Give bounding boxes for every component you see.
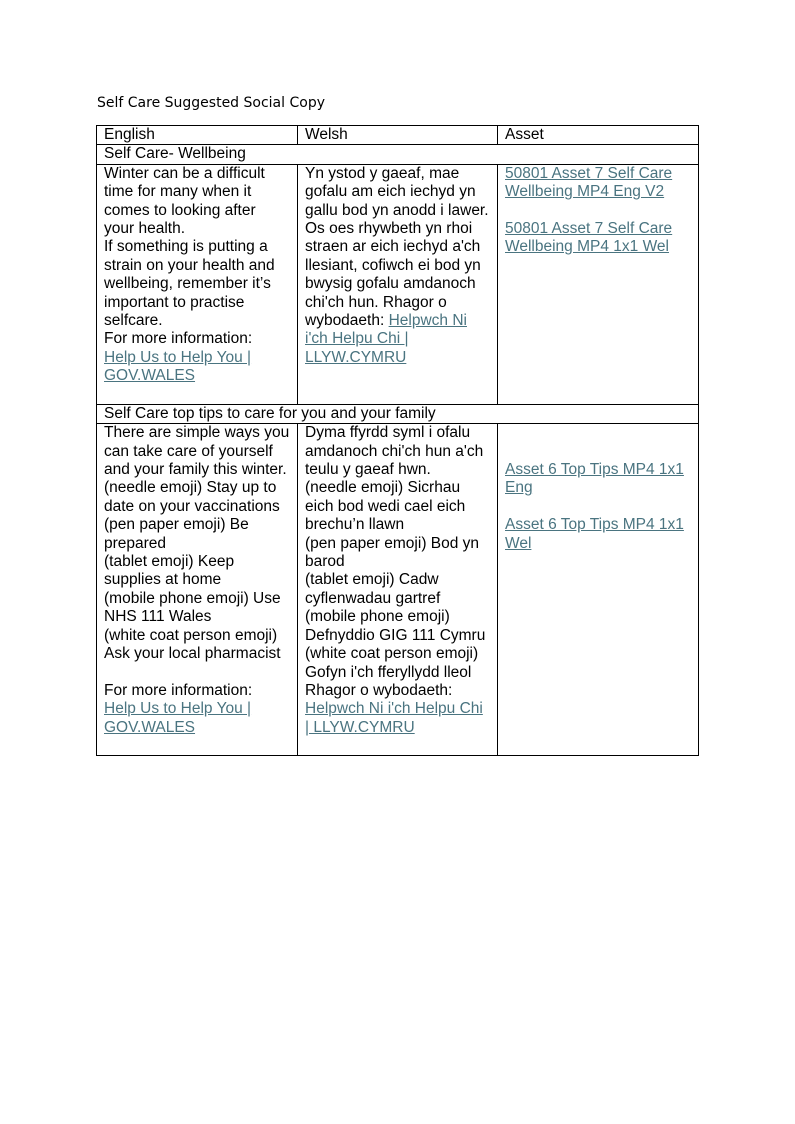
english-text: (pen paper emoji) Be prepared [104,516,249,552]
spacer [505,498,691,516]
welsh-text: (mobile phone emoji) Defnyddio GIG 111 Cymru [305,608,486,644]
column-header-english: English [97,126,298,145]
llyw-cymru-link[interactable]: Helpwch Ni i'ch Helpu Chi | LLYW.CYMRU [305,312,467,366]
section-heading-top-tips: Self Care top tips to care for you and your family [97,404,699,423]
english-text: Winter can be a difficult time for many when it comes to looking after your health. [104,164,265,238]
llyw-cymru-link[interactable]: Helpwch Ni i'ch Helpu Chi | LLYW.CYMRU [305,700,483,736]
asset-link-eng[interactable]: 50801 Asset 7 Self Care Wellbeing MP4 Eng V2 [505,164,673,201]
welsh-text: (pen paper emoji) Bod yn barod [305,534,480,571]
welsh-text: (white coat person emoji) Gofyn i'ch fferyllydd lleol [305,645,479,681]
section-heading-row [97,404,699,423]
gov-wales-link[interactable]: Help Us to Help You | GOV.WALES [104,348,252,385]
table-header-row [97,126,699,145]
welsh-text: (tablet emoji) Cadw cyflenwadau gartref [305,571,441,607]
english-text: For more information: [104,681,253,699]
welsh-copy-cell [298,164,498,404]
welsh-text: Rhagor o wybodaeth: [305,681,453,699]
english-copy-cell [97,164,298,404]
section-heading-row [97,145,699,164]
section-heading-wellbeing: Self Care- Wellbeing [97,145,699,164]
welsh-text: Dyma ffyrdd syml i ofalu amdanoch chi'ch hun a'ch teulu y gaeaf hwn. [305,424,484,479]
english-text: For more information: [104,330,253,348]
gov-wales-link[interactable]: Help Us to Help You | GOV.WALES [104,700,252,736]
asset-cell [498,164,699,404]
english-text: There are simple ways you can take care of yourself and your family this winter. [104,424,290,479]
english-text: (needle emoji) Stay up to date on your vaccinations [104,479,280,515]
welsh-copy-cell [298,424,498,756]
asset-cell [498,424,699,756]
table-row [97,424,699,756]
asset-link-eng[interactable]: Asset 6 Top Tips MP4 1x1 Eng [505,461,684,497]
asset-link-wel[interactable]: 50801 Asset 7 Self Care Wellbeing MP4 1x1 Wel [505,220,673,256]
english-text: (mobile phone emoji) Use NHS 111 Wales [104,589,281,626]
asset-link-wel[interactable]: Asset 6 Top Tips MP4 1x1 Wel [505,516,684,552]
social-copy-table [96,125,699,756]
welsh-text: Yn ystod y gaeaf, mae gofalu am eich iechyd yn gallu bod yn anodd i lawer. Os oes rhywbeth yn rhoi straen ar eich iechyd a'ch llesiant, cofiwch ei bod yn bwysig gofalu amdanoch chi'ch hun. Rhagor o wybodaeth: [305,164,489,330]
welsh-text: (needle emoji) Sicrhau eich bod wedi cael eich brechu’n llawn [305,479,466,534]
table-row [97,164,699,404]
english-copy-cell [97,424,298,756]
column-header-asset: Asset [498,126,699,145]
column-header-welsh: Welsh [298,126,498,145]
spacer [505,443,691,461]
spacer [104,664,290,682]
document-title: Self Care Suggested Social Copy [97,95,325,111]
spacer [505,424,691,442]
english-text: If something is putting a strain on your health and wellbeing, remember it’s important to practise selfcare. [104,238,275,330]
english-text: (white coat person emoji) Ask your local pharmacist [104,626,281,663]
english-text: (tablet emoji) Keep supplies at home [104,553,235,589]
spacer [505,202,691,220]
